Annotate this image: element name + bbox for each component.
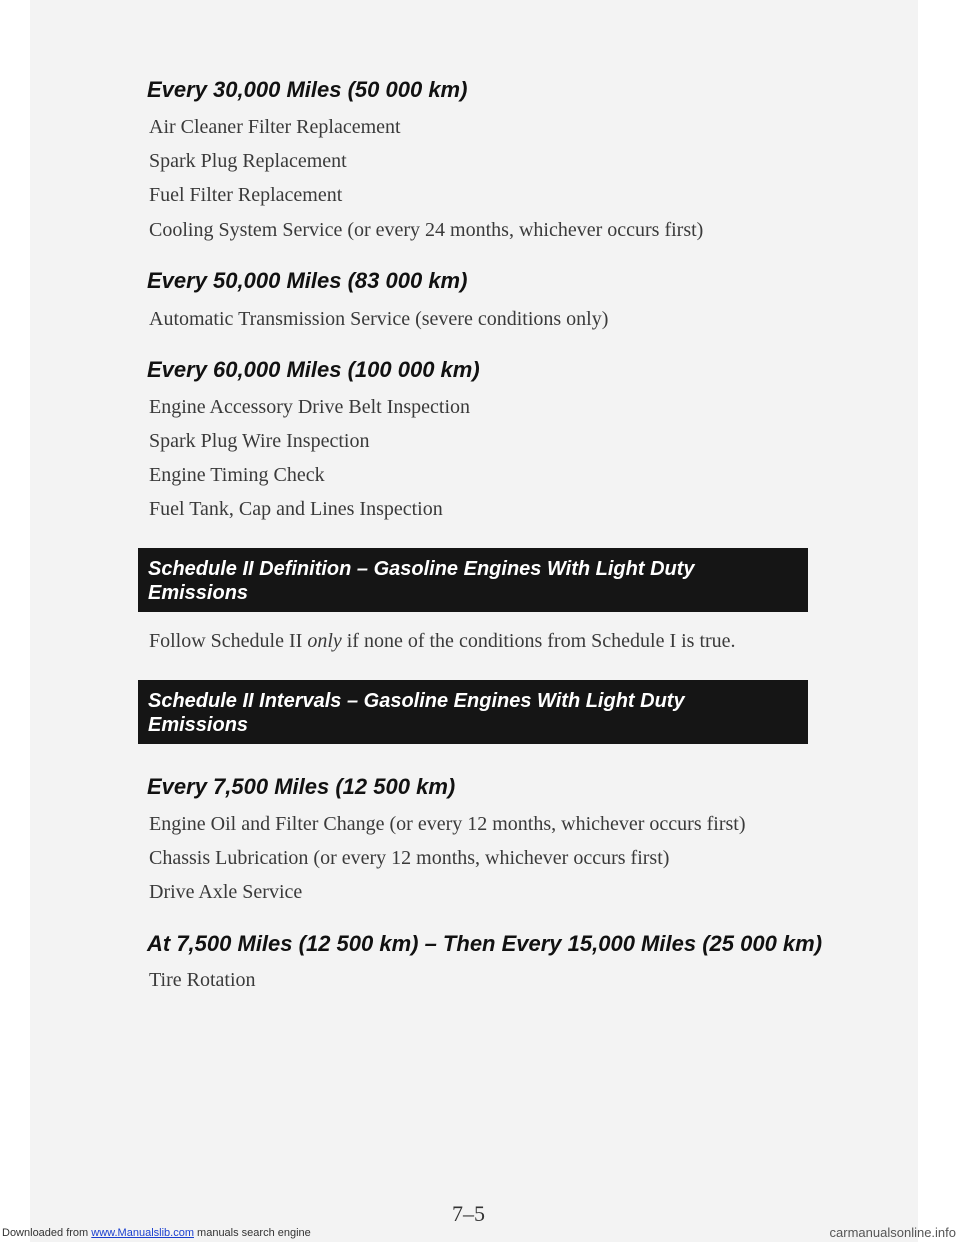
banner-intervals-line1: Schedule II Intervals – Gasoline Engines With Light Duty xyxy=(148,690,685,712)
item-tire-rotation: Tire Rotation xyxy=(149,969,256,991)
item-spark-plug: Spark Plug Replacement xyxy=(149,150,347,172)
banner-intervals-line2: Emissions xyxy=(148,714,249,736)
item-drive-axle: Drive Axle Service xyxy=(149,881,303,903)
item-fuel-tank: Fuel Tank, Cap and Lines Inspection xyxy=(149,498,443,520)
heading-30000-miles: Every 30,000 Miles (50 000 km) xyxy=(147,77,468,102)
footer-suffix: manuals search engine xyxy=(193,1227,311,1239)
manualslib-link[interactable]: www.Manualslib.com xyxy=(91,1227,194,1239)
banner-definition-line1: Schedule II Definition – Gasoline Engines With Light Duty xyxy=(148,558,695,580)
definition-prefix: Follow Schedule II xyxy=(149,630,308,652)
definition-emphasis: only xyxy=(307,630,342,652)
item-engine-timing: Engine Timing Check xyxy=(149,464,325,486)
heading-tire-rotation-interval: At 7,500 Miles (12 500 km) – Then Every 15,000 Miles (25 000 km) xyxy=(147,931,823,956)
heading-7500-miles: Every 7,500 Miles (12 500 km) xyxy=(147,774,456,799)
item-drive-belt: Engine Accessory Drive Belt Inspection xyxy=(149,396,471,418)
footer-credit xyxy=(2,1227,311,1239)
heading-60000-miles: Every 60,000 Miles (100 000 km) xyxy=(147,357,480,382)
item-air-cleaner: Air Cleaner Filter Replacement xyxy=(149,116,401,138)
item-auto-transmission: Automatic Transmission Service (severe conditions only) xyxy=(149,308,609,330)
item-plug-wire: Spark Plug Wire Inspection xyxy=(149,430,370,452)
item-chassis-lubrication: Chassis Lubrication (or every 12 months, whichever occurs first) xyxy=(149,847,670,869)
item-engine-oil: Engine Oil and Filter Change (or every 12 months, whichever occurs first) xyxy=(149,813,746,835)
watermark-text: carmanualsonline.info xyxy=(829,1225,956,1240)
download-footer xyxy=(0,1226,960,1242)
item-cooling-system: Cooling System Service (or every 24 months, whichever occurs first) xyxy=(149,219,704,241)
banner-schedule-ii-intervals xyxy=(138,680,808,744)
banner-definition-line2: Emissions xyxy=(148,582,249,604)
page-number: 7–5 xyxy=(452,1201,485,1226)
definition-text xyxy=(149,630,736,653)
banner-schedule-ii-definition xyxy=(138,548,808,612)
definition-suffix: if none of the conditions from Schedule I is true. xyxy=(341,630,736,652)
item-fuel-filter: Fuel Filter Replacement xyxy=(149,184,343,206)
heading-50000-miles: Every 50,000 Miles (83 000 km) xyxy=(147,268,468,293)
footer-prefix: Downloaded from xyxy=(2,1227,92,1239)
